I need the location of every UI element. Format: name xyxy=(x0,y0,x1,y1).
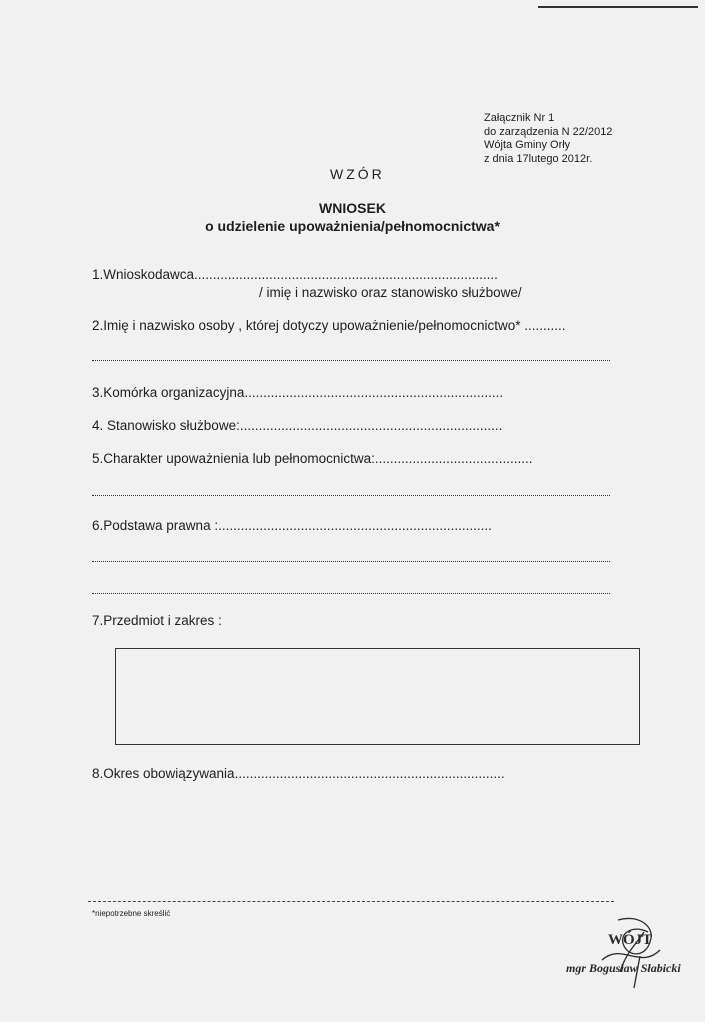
field-subject-scope: 7.Przedmiot i zakres : xyxy=(92,613,222,628)
annex-line-2: do zarządzenia N 22/2012 xyxy=(484,125,613,138)
blank-line xyxy=(92,495,610,496)
document-title: WNIOSEK xyxy=(319,200,386,216)
template-label: WZÓR xyxy=(330,166,385,182)
field-validity-period: 8.Okres obowiązywania........................................................................ xyxy=(92,766,505,781)
document-subtitle: o udzielenie upoważnienia/pełnomocnictwa* xyxy=(205,218,500,234)
signatory-name: mgr Bogusław Słabicki xyxy=(566,961,681,975)
field-legal-basis: 6.Podstawa prawna :......................................................................... xyxy=(92,518,492,533)
blank-line xyxy=(92,360,610,361)
stamp-title: WÓJT xyxy=(608,932,653,948)
field-applicant: 1.Wnioskodawca................................................................................. xyxy=(92,267,498,282)
annex-line-3: Wójta Gminy Orły xyxy=(484,139,571,151)
footnote-rule xyxy=(88,901,614,902)
annex-block xyxy=(484,112,612,166)
annex-line-1: Załącznik Nr 1 xyxy=(484,112,555,124)
signature-stamp-graphic xyxy=(560,912,700,992)
top-rule xyxy=(538,6,698,8)
blank-line xyxy=(92,561,610,562)
field-position: 4. Stanowisko służbowe:...................................................................... xyxy=(92,418,503,433)
annex-line-4: z dnia 17lutego 2012r. xyxy=(484,152,593,165)
blank-line xyxy=(92,593,610,594)
footnote: *niepotrzebne skreślić xyxy=(92,909,171,918)
field-authorization-type: 5.Charakter upoważnienia lub pełnomocnictwa:.......................................... xyxy=(92,451,533,466)
field-authorized-person: 2.Imię i nazwisko osoby , której dotyczy upoważnienie/pełnomocnictwo* ........... xyxy=(92,318,566,333)
scope-box xyxy=(115,648,640,745)
field-department: 3.Komórka organizacyjna..................................................................... xyxy=(92,385,504,400)
field-applicant-hint: / imię i nazwisko oraz stanowisko służbowe/ xyxy=(259,285,522,300)
